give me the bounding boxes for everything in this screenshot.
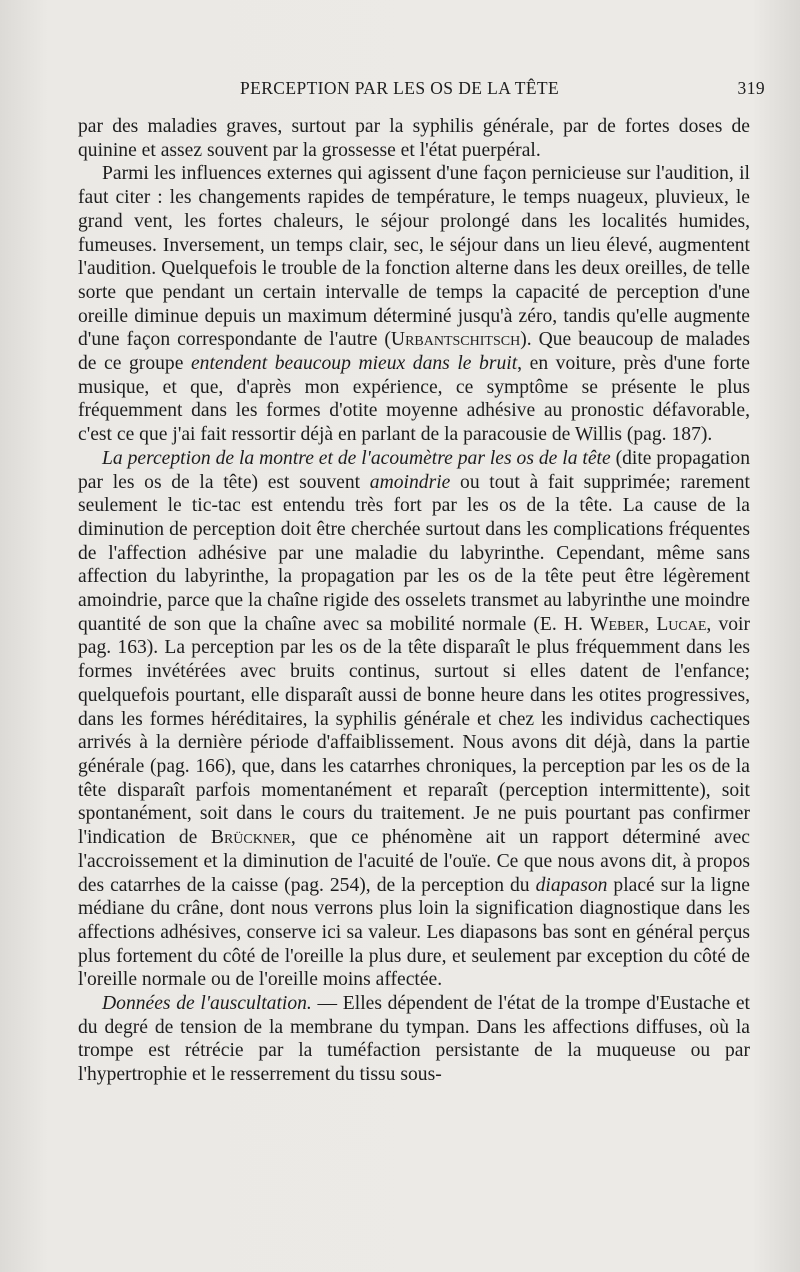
paragraph-3 [78,447,750,992]
author-name: Urbantschitsch [390,329,521,351]
body-text [78,115,750,1087]
emphasis-text: entendent beaucoup mieux dans le bruit [190,353,518,375]
author-name: Brückner [210,827,291,849]
paragraph-3-text-b: ou tout à fait supprimée; rarement seulement le tic-tac est entendu très fort par les os de la tête. La cause de la diminution de perception doit être cherchée surtout dans les complications fréquentes de l'affection adhésive par une maladie du labyrinthe. Cependant, même sans affection du labyrinthe, la propagation par les os de la tête peut être légèrement amoindrie, parce que la chaîne rigide des osselets transmet au labyrinthe une moindre quantité de son que la chaîne avec sa mobilité normale (E. H. [78,471,750,635]
emphasis-text: diapason [535,874,608,896]
paragraph-2 [78,162,750,446]
paragraph-3-text-f: placé sur la ligne médiane du crâne, dont nous verrons plus loin la signification diagnostique dans les affections adhésives, conserve ici sa valeur. Les diapasons bas sont en général perçus plus fortement du côté de l'oreille la plus dure, et seulement par exception du côté de l'oreille normale ou de l'oreille moins affectée. [78,874,750,991]
page-number: 319 [737,78,765,98]
running-title: PERCEPTION PAR LES OS DE LA TÊTE [240,78,560,98]
page-header [78,78,768,102]
paragraph-4-text: — Elles dépendent de l'état de la trompe d'Eustache et du degré de tension de la membrane du tympan. Dans les affections diffuses, où la trompe est rétrécie par la tuméfaction persistante de la muqueuse ou par l'hypertrophie et le resserrement du tissu sous- [78,993,750,1086]
paragraph-2-text-b: ). Que beaucoup de malades de ce groupe [78,329,750,375]
paragraph-4-lead: Données de l'auscultation. [102,993,312,1015]
paragraph-3-text-d: , voir pag. 163). La perception par les os de la tête disparaît le plus fréquemment dans les formes invétérées avec bruits continus, surtout si elles datent de l'enfance; quelquefois pourtant, elle disparaît aussi de bonne heure dans les otites progressives, dans les formes héréditaires, la syphilis générale et chez les individus cachectiques arrivés à la dernière période d'affaiblissement. Nous avons dit déjà, dans la partie générale (pag. 166), que, dans les catarrhes chroniques, la perception par les os de la tête disparaît parfois momentanément et reparaît (perception intermittente), soit spontanément, soit dans le cours du traitement. Je ne puis pourtant pas confirmer l'indication de [78,613,751,849]
paragraph-3-lead: La perception de la montre et de l'acoumètre par les os de la tête [102,447,611,469]
author-name: Lucae [656,613,707,635]
author-name: Weber [590,613,645,635]
paragraph-1-text: par des maladies graves, surtout par la syphilis générale, par de fortes doses de quinine et assez souvent par la grossesse et l'état puerpéral. [78,116,750,161]
paragraph-3-text-a: (dite propagation par les os de la tête) est souvent [78,447,750,493]
paragraph-3-text-e: , que ce phénomène ait un rapport déterminé avec l'accroissement et la diminution de l'acuité de l'ouïe. Ce que nous avons dit, à propos des catarrhes de la caisse (pag. 254), de la perception du [78,827,750,896]
paragraph-2-text-a: Parmi les influences externes qui agissent d'une façon pernicieuse sur l'audition, il faut citer : les changements rapides de température, le temps nuageux, pluvieux, le grand vent, les fortes chaleurs, le séjour prolongé dans les localités humides, fumeuses. Inversement, un temps clair, sec, le séjour dans un lieu élevé, augmentent l'audition. Quelquefois le trouble de la fonction alterne dans les deux oreilles, de telle sorte que pendant un certain intervalle de temps la capacité de perception d'une oreille diminue depuis un maximum déterminé jusqu'à zéro, tandis qu'elle augmente d'une façon correspondante de l'autre ( [78,163,750,351]
emphasis-text: amoindrie [369,471,451,493]
paragraph-2-text-c: , en voiture, près d'une forte musique, et que, d'après mon expérience, ce symptôme se présente le plus fréquemment dans les formes d'otite moyenne adhésive au pronostic défavorable, c'est ce que j'ai fait ressortir déjà en parlant de la paracousie de Willis (pag. 187). [78,353,751,446]
paragraph-1 [78,115,750,162]
paragraph-3-text-c: , [644,613,657,635]
paragraph-4 [78,992,750,1087]
